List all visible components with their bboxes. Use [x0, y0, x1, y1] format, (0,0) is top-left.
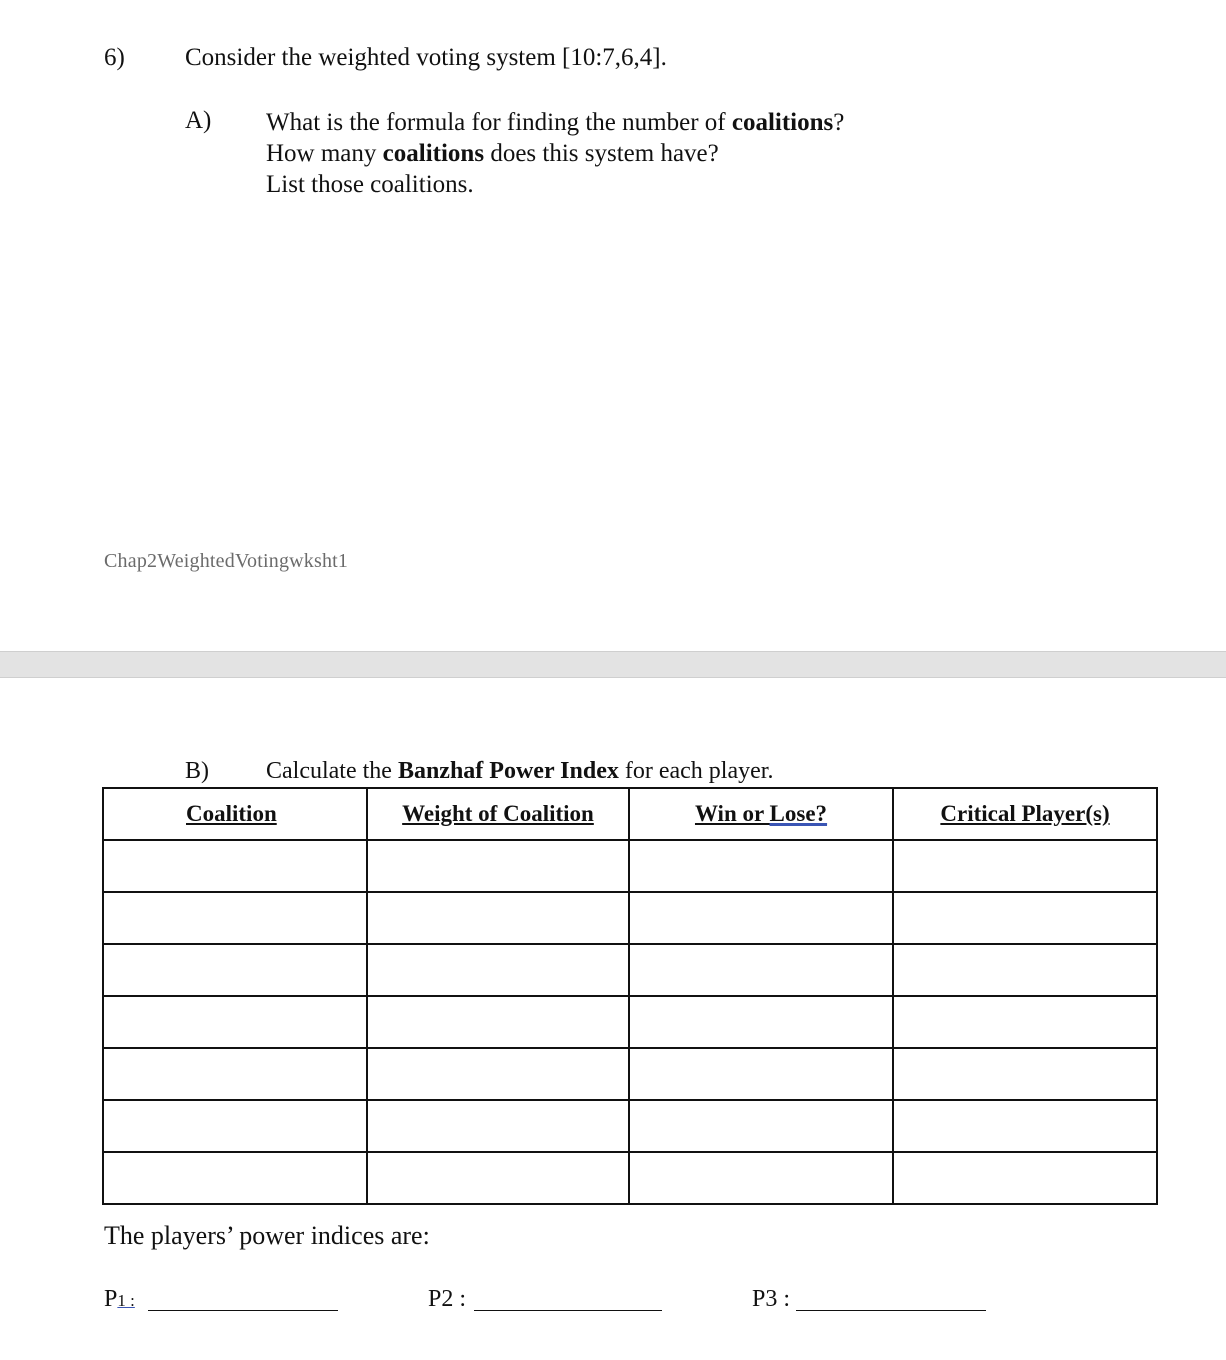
power-indices-title: The players’ power indices are:	[104, 1221, 430, 1250]
table-cell[interactable]	[629, 1048, 893, 1100]
p3-label: P3 :	[752, 1286, 791, 1312]
table-cell[interactable]	[367, 1048, 629, 1100]
page-footer: Chap2WeightedVotingwksht1	[104, 550, 349, 572]
header-critical-players: Critical Player(s)	[893, 788, 1157, 840]
table-cell[interactable]	[629, 892, 893, 944]
header-win-or-lose: Win or Lose?	[629, 788, 893, 840]
part-a-label: A)	[185, 107, 212, 134]
part-a-line-1: What is the formula for finding the number of coalitions?	[266, 109, 845, 136]
table-row	[103, 996, 1157, 1048]
table-cell[interactable]	[103, 1048, 367, 1100]
p3-answer-blank[interactable]	[796, 1310, 986, 1311]
table-row	[103, 944, 1157, 996]
table-row	[103, 1048, 1157, 1100]
coalition-table	[102, 787, 1158, 1205]
table-cell[interactable]	[629, 1100, 893, 1152]
table-cell[interactable]	[629, 840, 893, 892]
table-cell[interactable]	[893, 1152, 1157, 1204]
table-cell[interactable]	[103, 1152, 367, 1204]
table-cell[interactable]	[367, 840, 629, 892]
table-row	[103, 1100, 1157, 1152]
table-header-row	[103, 788, 1157, 840]
question-number: 6)	[104, 44, 125, 71]
part-a-line-3: List those coalitions.	[266, 171, 474, 198]
part-b-label: B)	[185, 758, 209, 784]
table-cell[interactable]	[893, 996, 1157, 1048]
table-cell[interactable]	[367, 1152, 629, 1204]
table-cell[interactable]	[893, 944, 1157, 996]
table-cell[interactable]	[893, 1048, 1157, 1100]
table-cell[interactable]	[893, 892, 1157, 944]
table-cell[interactable]	[893, 1100, 1157, 1152]
p2-label: P2 :	[428, 1286, 467, 1312]
table-cell[interactable]	[103, 892, 367, 944]
table-cell[interactable]	[629, 944, 893, 996]
table-cell[interactable]	[893, 840, 1157, 892]
p2-answer-blank[interactable]	[474, 1310, 662, 1311]
table-row	[103, 1152, 1157, 1204]
page-separator	[0, 651, 1226, 678]
table-cell[interactable]	[367, 892, 629, 944]
table-cell[interactable]	[629, 996, 893, 1048]
table-cell[interactable]	[103, 840, 367, 892]
table-cell[interactable]	[629, 1152, 893, 1204]
table-cell[interactable]	[103, 996, 367, 1048]
p1-label: P1 :	[104, 1286, 135, 1312]
header-coalition: Coalition	[103, 788, 367, 840]
part-a-line-2: How many coalitions does this system have?	[266, 140, 719, 167]
table-cell[interactable]	[367, 1100, 629, 1152]
table-row	[103, 892, 1157, 944]
p1-answer-blank[interactable]	[148, 1310, 338, 1311]
table-cell[interactable]	[367, 944, 629, 996]
table-row	[103, 840, 1157, 892]
header-weight: Weight of Coalition	[367, 788, 629, 840]
part-a-prompt	[266, 107, 844, 200]
table-cell[interactable]	[103, 944, 367, 996]
table-cell[interactable]	[103, 1100, 367, 1152]
question-text: Consider the weighted voting system [10:7,6,4].	[185, 44, 667, 71]
part-b-prompt: Calculate the Banzhaf Power Index for each player.	[266, 758, 774, 784]
table-cell[interactable]	[367, 996, 629, 1048]
